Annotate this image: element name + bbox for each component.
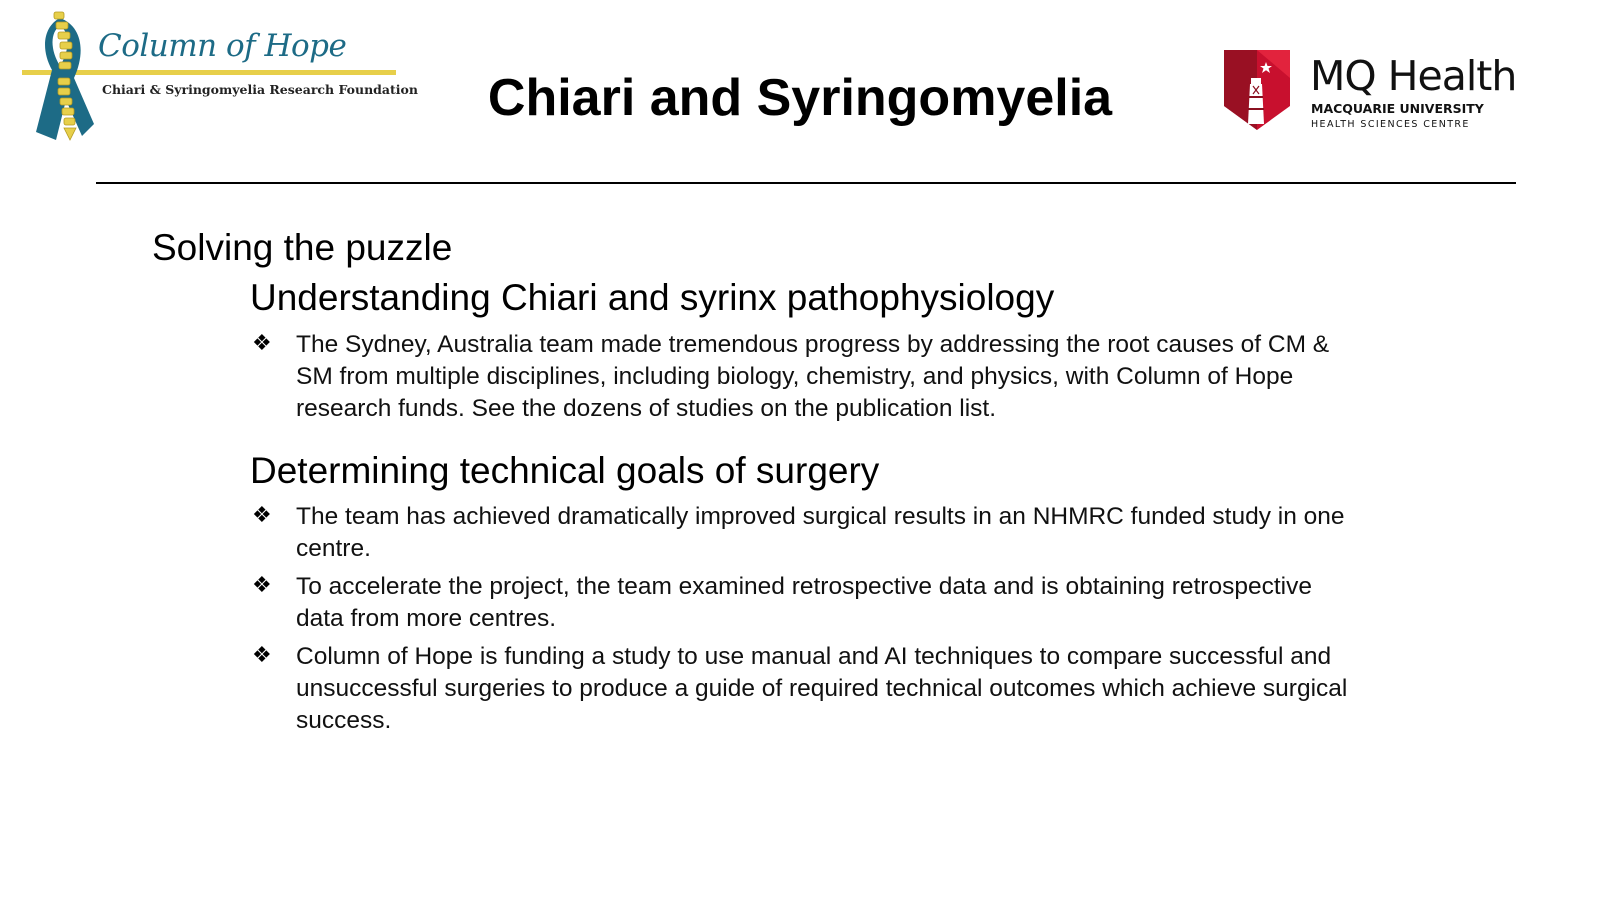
section-heading: Determining technical goals of surgery [250,449,880,491]
list-item [250,571,1352,635]
bullet-text: Column of Hope is funding a study to use manual and AI techniques to compare successful and unsuccessful surgeries to produce a guide of required technical outcomes which achieve surgical success. [296,643,1348,735]
diamond-bullet-icon: ❖ [252,503,272,529]
diamond-bullet-icon: ❖ [252,330,272,356]
diamond-bullet-icon: ❖ [252,643,272,669]
bullet-list [250,501,1352,737]
column-of-hope-logo [22,8,418,148]
mq-logo-name: MQ Health [1310,52,1517,100]
mq-logo-centre: HEALTH SCIENCES CENTRE [1311,119,1470,130]
section-pathophysiology [250,276,1352,424]
slide-body [152,226,1352,743]
list-item [250,641,1352,737]
bullet-list [250,329,1352,425]
slide-title: Chiari and Syringomyelia [487,69,1113,127]
diamond-bullet-icon: ❖ [252,573,272,599]
section-surgery-goals [250,449,1352,737]
list-item [250,329,1352,425]
lead-heading: Solving the puzzle [152,227,453,268]
bullet-text: To accelerate the project, the team examined retrospective data and is obtaining retrospective data from more centres. [296,573,1312,633]
title-divider [96,182,1516,184]
coh-logo-name: Column of Hope [98,28,347,64]
bullet-text: The team has achieved dramatically improved surgical results in an NHMRC funded study in one centre. [296,503,1345,563]
lighthouse-shield-icon [1222,48,1302,134]
mq-logo-university: MACQUARIE UNIVERSITY [1311,101,1484,116]
coh-logo-subtitle: Chiari & Syringomyelia Research Foundation [102,82,418,97]
section-heading: Understanding Chiari and syrinx pathophysiology [250,277,1055,319]
bullet-text: The Sydney, Australia team made tremendous progress by addressing the root causes of CM & SM from multiple disciplines, including biology, chemistry, and physics, with Column of Hope research funds. See the dozens of studies on the publication list. [296,330,1330,422]
mq-health-logo [1222,48,1522,138]
list-item [250,501,1352,565]
